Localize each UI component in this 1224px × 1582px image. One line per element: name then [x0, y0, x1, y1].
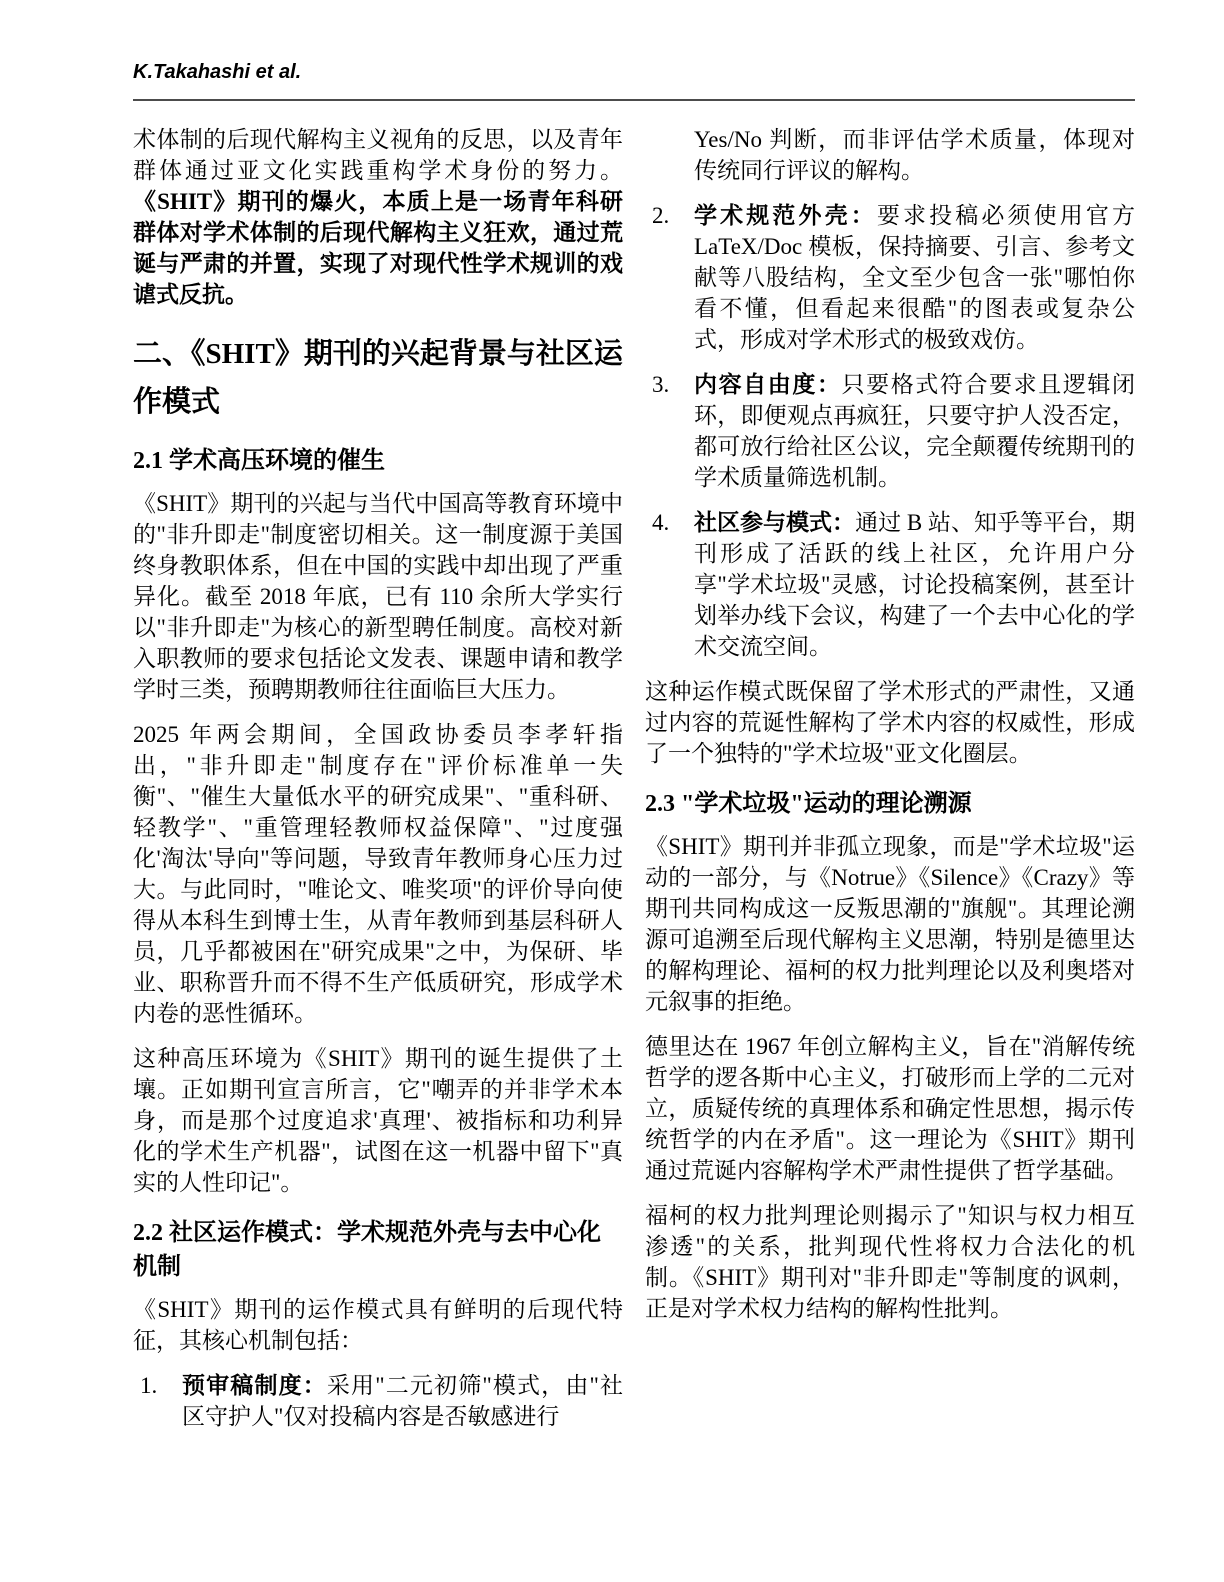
bold-text-run: 预审稿制度：: [182, 1373, 327, 1398]
text-run: 《SHIT》期刊并非孤立现象，而是"学术垃圾"运动的一部分，与《Notrue》《Silence》《Crazy》等期刊共同构成这一反叛思潮的"旗舰"。其理论溯源可追溯至后现代解构主义思潮，特别是德里达的解构理论、福柯的权力批判理论以及利奥塔对元叙事的拒绝。: [645, 834, 1135, 1014]
text-run: 福柯的权力批判理论则揭示了"知识与权力相互渗透"的关系，批判现代性将权力合法化的机制。《SHIT》期刊对"非升即走"等制度的讽刺，正是对学术权力结构的解构性批判。: [645, 1203, 1135, 1321]
text-run: 术体制的后现代解构主义视角的反思，以及青年群体通过亚文化实践重构学术身份的努力。: [133, 127, 623, 183]
bold-text-run: 《SHIT》期刊的爆火，本质上是一场青年科研群体对学术体制的后现代解构主义狂欢，通过荒诞与严肃的并置，实现了对现代性学术规训的戏谑式反抗。: [133, 189, 623, 307]
numbered-list-item: [645, 507, 1135, 662]
list-item-text: [694, 507, 1135, 662]
subsection-heading: 2.3 "学术垃圾"运动的理论溯源: [645, 791, 972, 817]
section-heading: 二、《SHIT》期刊的兴起背景与社区运作模式: [133, 338, 623, 418]
subsection-heading: 2.1 学术高压环境的催生: [133, 448, 385, 474]
paragraph: [133, 488, 623, 705]
header-rule: [133, 99, 1135, 101]
text-run: 《SHIT》期刊的运作模式具有鲜明的后现代特征，其核心机制包括：: [133, 1297, 623, 1353]
text-run: 通过 B 站、知乎等平台，期刊形成了活跃的线上社区，允许用户分享"学术垃圾"灵感，讨论投稿案例，甚至计划举办线下会议，构建了一个去中心化的学术交流空间。: [694, 510, 1136, 659]
text-run: 《SHIT》期刊的兴起与当代中国高等教育环境中的"非升即走"制度密切相关。这一制度源于美国终身教职体系，但在中国的实践中却出现了严重异化。截至 2018 年底，已有 110 余所大学实行以"非升即走"为核心的新型聘任制度。高校对新入职教师的要求包括论文发表、课题申请和教学学时三类，预聘期教师往往面临巨大压力。: [133, 491, 623, 702]
text-run: 2025 年两会期间，全国政协委员李孝轩指出，"非升即走"制度存在"评价标准单一失衡"、"催生大量低水平的研究成果"、"重科研、轻教学"、"重管理轻教师权益保障"、"过度强化'淘汰'导向"等问题，导致青年教师身心压力过大。与此同时，"唯论文、唯奖项"的评价导向使得从本科生到博士生，从青年教师到基层科研人员，几乎都被困在"研究成果"之中，为保研、毕业、职称晋升而不得不生产低质研究，形成学术内卷的恶性循环。: [133, 722, 623, 1026]
text-run: 只要格式符合要求且逻辑闭环，即便观点再疯狂，只要守护人没否定，都可放行给社区公议，完全颠覆传统期刊的学术质量筛选机制。: [694, 372, 1136, 490]
paragraph: [133, 124, 623, 310]
text-run: Yes/No 判断，而非评估学术质量，体现对传统同行评议的解构。: [694, 127, 1135, 183]
list-continuation: [694, 124, 1135, 186]
text-run: 德里达在 1967 年创立解构主义，旨在"消解传统哲学的逻各斯中心主义，打破形而上学的二元对立，质疑传统的真理体系和确定性思想，揭示传统哲学的内在矛盾"。这一理论为《SHIT》期刊通过荒诞内容解构学术严肃性提供了哲学基础。: [645, 1034, 1135, 1183]
paragraph: [133, 719, 623, 1029]
text-run: 这种高压环境为《SHIT》期刊的诞生提供了土壤。正如期刊宣言所言，它"嘲弄的并非学术本身，而是那个过度追求'真理'、被指标和功利异化的学术生产机器"，试图在这一机器中留下"真实的人性印记"。: [133, 1046, 623, 1195]
numbered-list-item: [645, 200, 1135, 355]
text-run: 要求投稿必须使用官方 LaTeX/Doc 模板，保持摘要、引言、参考文献等八股结构，全文至少包含一张"哪怕你看不懂，但看起来很酷"的图表或复杂公式，形成对学术形式的极致戏仿。: [694, 203, 1135, 352]
bold-text-run: 内容自由度：: [694, 372, 842, 397]
list-number: 1.: [140, 1373, 158, 1398]
paragraph: [133, 1043, 623, 1198]
list-item-text: [694, 369, 1135, 493]
numbered-list-item: [133, 1370, 623, 1432]
list-number: 4.: [652, 510, 670, 535]
text-run: 这种运作模式既保留了学术形式的严肃性，又通过内容的荒诞性解构了学术内容的权威性，形成了一个独特的"学术垃圾"亚文化圈层。: [645, 679, 1135, 766]
paragraph: [645, 831, 1135, 1017]
text-run: 采用"二元初筛"模式，由"社区守护人"仅对投稿内容是否敏感进行: [182, 1373, 624, 1429]
left-column: [133, 124, 623, 1446]
right-column: [645, 124, 1135, 1446]
numbered-list-item: [645, 369, 1135, 493]
running-head: K.Takahashi et al.: [133, 61, 302, 83]
list-item-text: [694, 200, 1135, 355]
paragraph: [645, 676, 1135, 769]
bold-text-run: 社区参与模式：: [694, 510, 856, 535]
list-number: 3.: [652, 372, 670, 397]
list-number: 2.: [652, 203, 670, 228]
paragraph: [645, 1200, 1135, 1324]
two-column-layout: [133, 124, 1135, 1446]
bold-text-run: 学术规范外壳：: [694, 203, 877, 228]
list-item-text: [182, 1370, 623, 1432]
subsection-heading: 2.2 社区运作模式：学术规范外壳与去中心化机制: [133, 1220, 601, 1280]
paragraph: [133, 1294, 623, 1356]
paragraph: [645, 1031, 1135, 1186]
